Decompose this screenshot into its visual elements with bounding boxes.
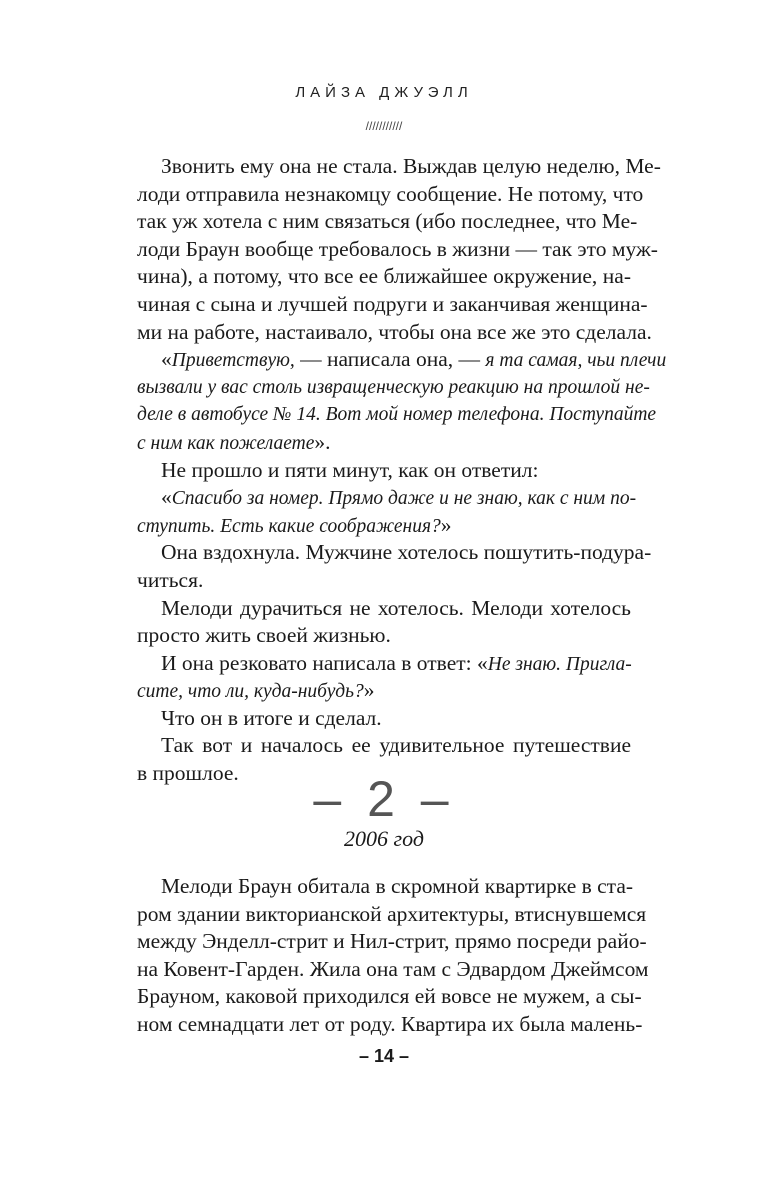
page-number: – 14 – xyxy=(358,1046,410,1066)
text-line: так уж хотела с ним связаться (ибо последнее, что Ме- xyxy=(137,209,638,234)
section-1-text xyxy=(137,153,667,788)
quote-open: « xyxy=(161,347,172,372)
text-line: Так вот и началось ее удивительное путешествие xyxy=(161,733,631,758)
text-line: Брауном, каковой приходился ей вовсе не мужем, а сы- xyxy=(137,984,642,1009)
text-line: между Энделл-стрит и Нил-стрит, прямо посреди райо- xyxy=(137,929,647,954)
message-2-line xyxy=(137,484,637,512)
text-line: Мелоди дурачиться не хотелось. Мелоди хотелось xyxy=(161,595,631,620)
text-line: в прошлое. xyxy=(137,761,239,786)
text-line: Мелоди Браун обитала в скромной квартирке в ста- xyxy=(161,874,634,898)
message-1-line: вызвали у вас столь извращенческую реакцию на прошлой не- xyxy=(137,376,650,398)
text-line: лоди отправила незнакомцу сообщение. Не потому, что xyxy=(137,181,644,206)
section-2-text xyxy=(137,873,649,1039)
message-1-line: деле в автобусе № 14. Вот мой номер телефона. Поступайте xyxy=(137,404,657,426)
chapter-subtitle: 2006 год xyxy=(344,826,424,851)
message-1-line xyxy=(137,346,667,374)
quote-close: ». xyxy=(314,429,331,454)
message-text: с ним как пожелаете xyxy=(137,432,315,454)
text-line xyxy=(137,677,631,705)
quote-open: « xyxy=(161,485,172,510)
narration-text: И она резковато написала в ответ: « xyxy=(161,650,488,675)
text-line: лоди Браун вообще требовалось в жизни — так это муж- xyxy=(137,236,658,261)
text-line: чиная с сына и лучшей подруги и заканчивая женщина- xyxy=(137,291,648,316)
message-text: ступить. Есть какие соображения? xyxy=(137,515,441,537)
header-ornament: /////////// xyxy=(365,119,403,133)
text-line: Она вздохнула. Мужчине хотелось пошутить-подура- xyxy=(161,540,652,565)
quote-close: » xyxy=(363,678,375,703)
quote-close: » xyxy=(440,512,452,537)
text-line: ном семнадцати лет от роду. Квартира их была малень- xyxy=(137,1011,643,1036)
message-text: Приветствую, xyxy=(171,350,295,372)
text-line: на Ковент-Гарден. Жила она там с Эдвардом Джеймсом xyxy=(137,956,649,981)
text-line: Звонить ему она не стала. Выждав целую неделю, Ме- xyxy=(161,154,661,178)
text-line xyxy=(137,650,631,678)
message-text: Не знаю. Пригла- xyxy=(487,653,632,675)
message-text: сите, что ли, куда-нибудь? xyxy=(137,681,364,703)
text-line: читься. xyxy=(137,567,204,592)
message-2-line xyxy=(137,512,631,540)
narration-text: — написала она, — xyxy=(294,347,486,372)
chapter-number: – 2 – xyxy=(313,771,455,827)
running-head: ЛАЙЗА ДЖУЭЛЛ xyxy=(295,84,473,101)
text-line: просто жить своей жизнью. xyxy=(137,623,391,648)
message-1-line xyxy=(137,429,631,457)
message-text: Спасибо за номер. Прямо даже и не знаю, как с ним по- xyxy=(171,488,637,510)
text-line: ром здании викторианской архитектуры, втиснувшемся xyxy=(137,901,647,926)
text-line: чина), а потому, что все ее ближайшее окружение, на- xyxy=(137,264,631,289)
text-line: Не прошло и пяти минут, как он ответил: xyxy=(161,457,539,482)
text-line: ми на работе, настаивало, чтобы она все же это сделала. xyxy=(137,319,652,344)
message-text: я та самая, чьи плечи xyxy=(485,350,667,372)
text-line: Что он в итоге и сделал. xyxy=(161,705,382,730)
